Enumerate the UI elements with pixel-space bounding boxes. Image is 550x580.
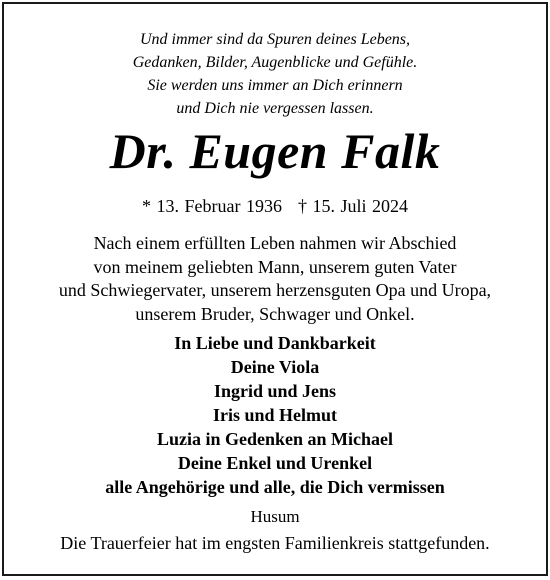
life-dates <box>4 194 546 218</box>
mourner: alle Angehörige und alle, die Dich vermissen <box>105 477 445 497</box>
poem-line: Und immer sind da Spuren deines Lebens, <box>139 31 411 48</box>
obituary-notice <box>2 2 548 576</box>
farewell-text <box>4 232 546 326</box>
farewell-line: Nach einem erfüllten Leben nahmen wir Abschied <box>93 233 457 253</box>
birth-date: * 13. Februar 1936 <box>142 196 282 216</box>
mourners-list <box>4 331 546 499</box>
mourner: Iris und Helmut <box>212 405 338 425</box>
mourner: Ingrid und Jens <box>213 381 337 401</box>
mourner: Luzia in Gedenken an Michael <box>156 429 394 449</box>
mourner: Deine Enkel und Urenkel <box>177 453 373 473</box>
poem-line: Gedanken, Bilder, Augenblicke und Gefühle. <box>132 54 418 71</box>
death-date: † 15. Juli 2024 <box>297 196 408 216</box>
poem-line: und Dich nie vergessen lassen. <box>176 100 374 117</box>
place-name: Husum <box>250 507 300 526</box>
deceased-name: Dr. Eugen Falk <box>109 123 441 179</box>
mourner: Deine Viola <box>230 357 320 377</box>
farewell-line: von meinem geliebten Mann, unserem guten Vater <box>93 256 457 277</box>
funeral-note: Die Trauerfeier hat im engsten Familienkreis stattgefunden. <box>60 533 490 553</box>
farewell-line: und Schwiegervater, unserem herzensguten Opa und Uropa, <box>58 280 492 300</box>
memorial-poem <box>4 28 546 120</box>
mourners-heading: In Liebe und Dankbarkeit <box>174 333 376 353</box>
farewell-line: unserem Bruder, Schwager und Onkel. <box>135 303 415 324</box>
poem-line: Sie werden uns immer an Dich erinnern <box>147 77 403 94</box>
